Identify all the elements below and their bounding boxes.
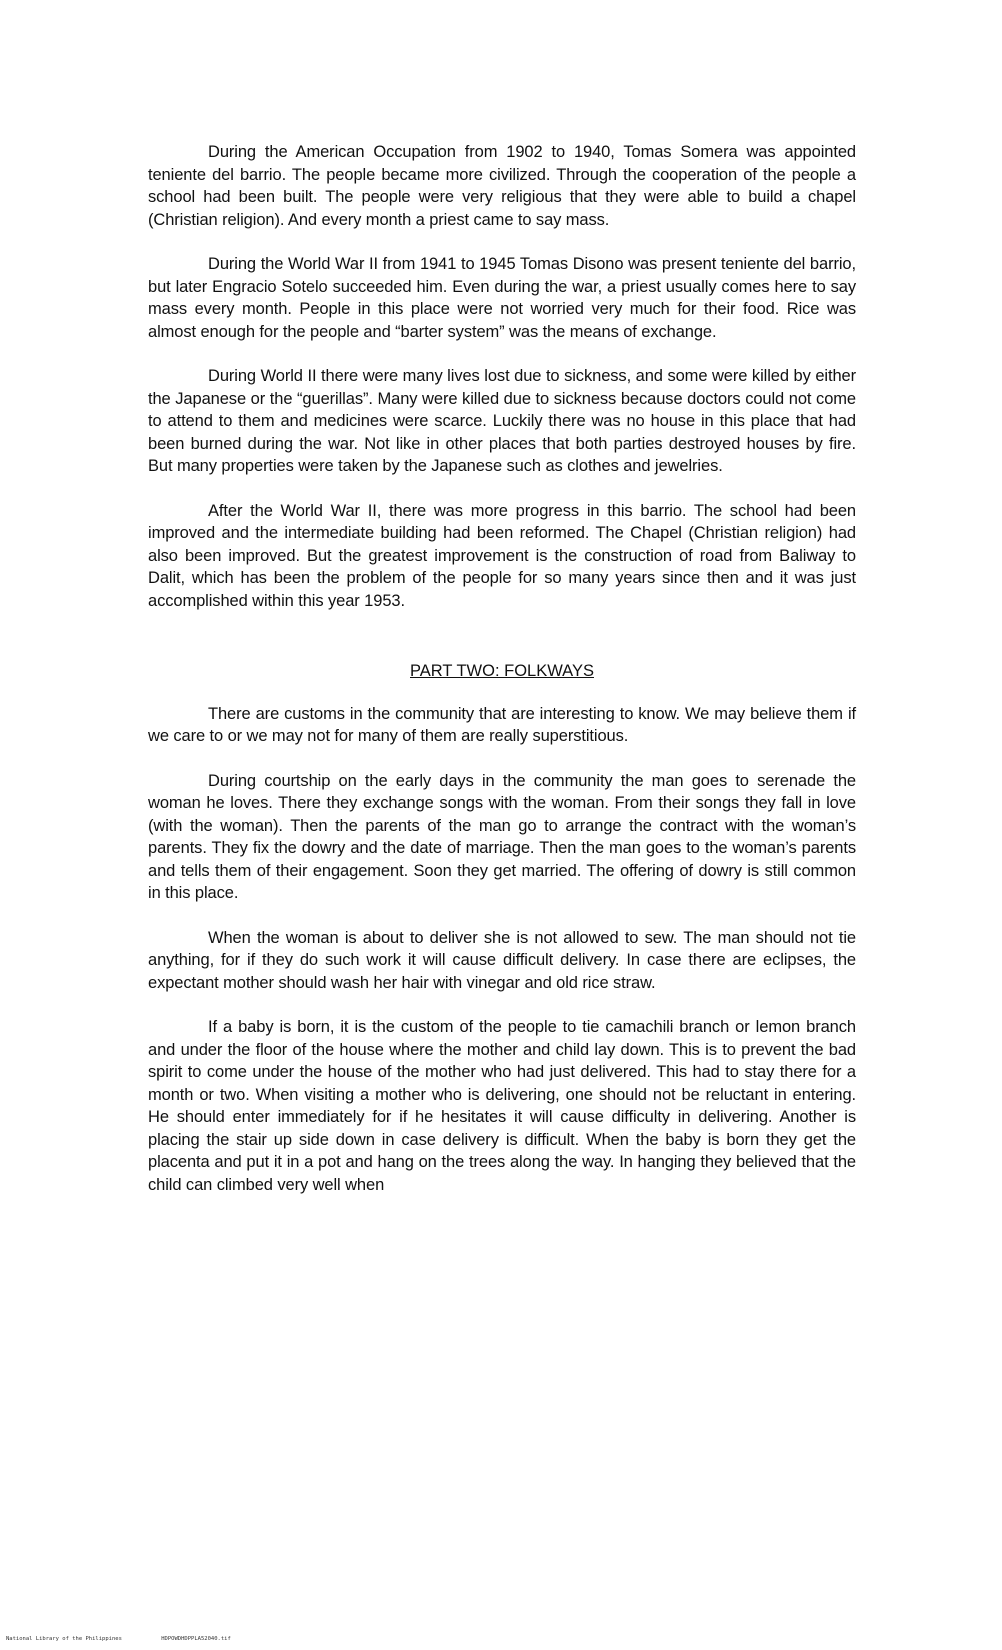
paragraph-birth-customs: If a baby is born, it is the custom of the people to tie camachili branch or lemon branch and under the floor of the house where the mother and child lay down. This is to prevent the bad spirit to come under the house of the mother who had just delivered. This had to stay there for a month or two. When visiting a mother who is delivering, one should not be reluctant in entering. He should enter immediately for if he hesitates it will cause difficulty in delivering. Another is placing the stair up side down in case delivery is difficult. When the baby is born they get the placenta and put it in a pot and hang on the trees along the way. In hanging they believed that the child can climbed very well when <box>148 1018 856 1194</box>
footer-file-code: HDPOWDHDPPLA52040.tif <box>161 1636 231 1642</box>
footer-library-label: National Library of the Philippines <box>6 1636 122 1642</box>
paragraph-wartime-losses: During World II there were many lives lost due to sickness, and some were killed by either the Japanese or the “guerillas”. Many were killed due to sickness because doctors could not come to attend to them and medicines were scarce. Luckily there was no house in this place that had been burned during the war. Not like in other places that both parties destroyed houses by fire. But many properties were taken by the Japanese such as clothes and jewelries. <box>148 367 856 475</box>
scan-footer <box>6 1636 231 1642</box>
paragraph-postwar-progress: After the World War II, there was more progress in this barrio. The school had been improved and the intermediate building had been reformed. The Chapel (Christian religion) had also been improved. But the greatest improvement is the construction of road from Baliway to Dalit, which has been the problem of the people for so many years since then and it was just accomplished within this year 1953. <box>148 501 856 610</box>
section-heading-folkways: PART TWO: FOLKWAYS <box>410 662 594 680</box>
paragraph-american-occupation: During the American Occupation from 1902 to 1940, Tomas Somera was appointed teniente del barrio. The people became more civilized. Through the cooperation of the people a school had been built. The people were very religious that they were able to build a chapel (Christian religion). And every month a priest came to say mass. <box>148 143 856 229</box>
document-body <box>148 141 856 1218</box>
paragraph-world-war-two: During the World War II from 1941 to 1945 Tomas Disono was present teniente del barrio, but later Engracio Sotelo succeeded him. Even during the war, a priest usually comes here to say mass every month. People in this place were not worried very much for their food. Rice was almost enough for the people and “barter system” was the means of exchange. <box>148 255 856 341</box>
paragraph-customs-intro: There are customs in the community that are interesting to know. We may believe them if we care to or we may not for many of them are really superstitious. <box>148 704 856 745</box>
paragraph-delivery-beliefs: When the woman is about to deliver she is not allowed to sew. The man should not tie anything, for if they do such work it will cause difficult delivery. In case there are eclipses, the expectant mother should wash her hair with vinegar and old rice straw. <box>148 928 856 992</box>
paragraph-courtship: During courtship on the early days in the community the man goes to serenade the woman he loves. There they exchange songs with the woman. From their songs they fall in love (with the woman). Then the parents of the man go to arrange the contract with the woman’s parents. They fix the dowry and the date of marriage. Then the man goes to the woman’s parents and tells them of their engagement. Soon they get married. The offering of dowry is still common in this place. <box>148 771 856 902</box>
